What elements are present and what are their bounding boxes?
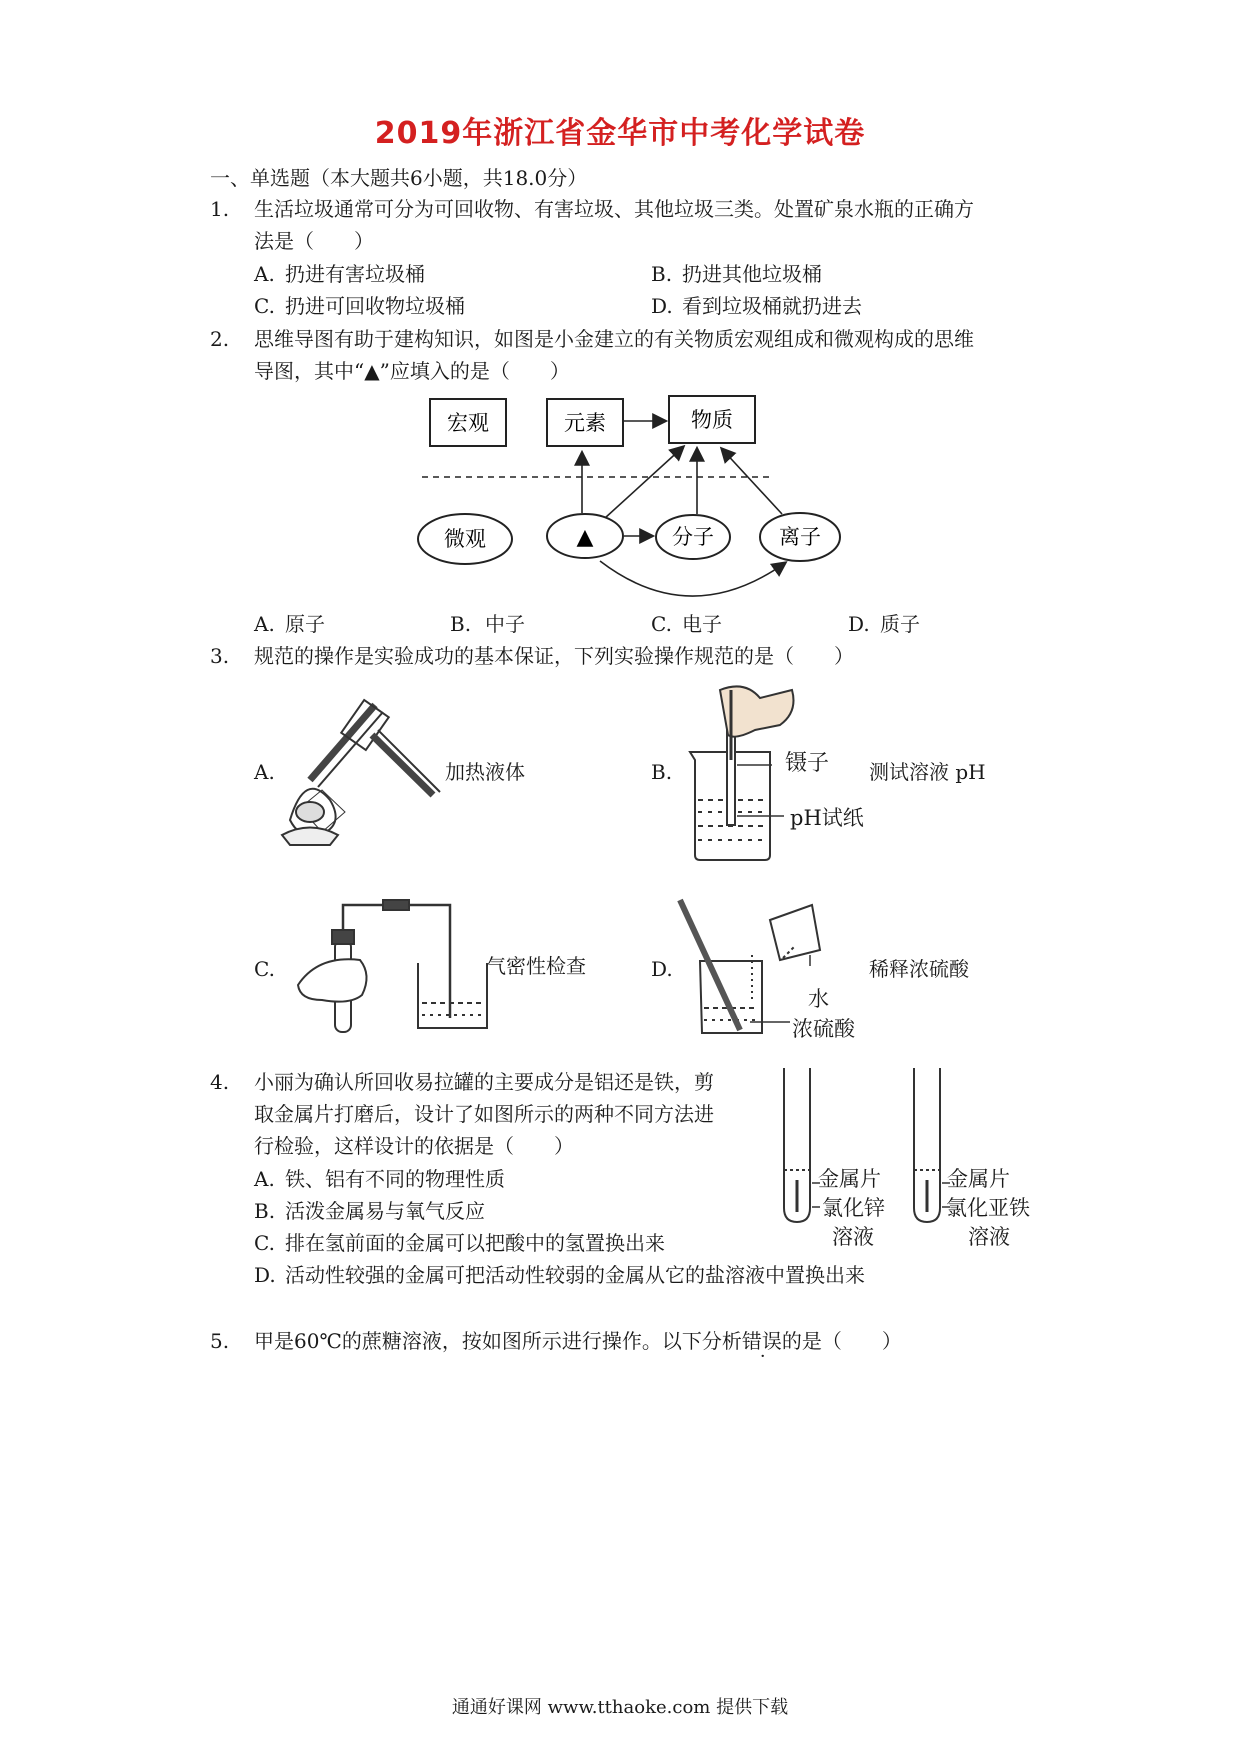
option-text: 原子	[285, 612, 325, 636]
heating-liquid-illustration	[282, 700, 440, 845]
molecule-label: 分子	[672, 525, 714, 549]
question-number: 4.	[210, 1070, 230, 1094]
option-text: 活泼金属易与氧气反应	[285, 1199, 485, 1223]
figure-label: 镊子	[785, 751, 830, 776]
option-text: 活动性较强的金属可把活动性较弱的金属从它的盐溶液中置换出来	[285, 1263, 865, 1287]
tube-label: 溶液	[832, 1225, 874, 1249]
option-key: A.	[254, 760, 275, 784]
question-number: 1.	[210, 197, 230, 221]
air-tightness-illustration	[298, 900, 487, 1032]
option-text: 电子	[682, 612, 722, 636]
option-key: C.	[651, 612, 672, 636]
question-stem-line: 规范的操作是实验成功的基本保证，下列实验操作规范的是（ ）	[254, 644, 854, 668]
question-stem-line	[254, 1325, 902, 1357]
option-text: 铁、铝有不同的物理性质	[285, 1167, 505, 1191]
page-title: 2019年浙江省金华市中考化学试卷	[374, 116, 866, 151]
option-key: A.	[254, 1167, 275, 1191]
micro-label: 微观	[444, 527, 486, 551]
substance-label: 物质	[691, 408, 733, 432]
section-heading: 一、单选题（本大题共6小题，共18.0分）	[210, 166, 588, 190]
option-text: 中子	[485, 612, 525, 636]
option-key: B.	[651, 262, 673, 286]
stem-part: 甲是60℃的蔗糖溶液，按如图所示进行操作。以下分析	[254, 1329, 742, 1353]
tube-label: 溶液	[968, 1225, 1010, 1249]
footer-credit: 通通好课网 www.tthaoke.com 提供下载	[451, 1697, 789, 1718]
option-text: 扔进其他垃圾桶	[682, 262, 822, 286]
option-key: C.	[254, 957, 275, 981]
tube-label: 氯化亚铁	[946, 1196, 1030, 1220]
option-caption: 加热液体	[445, 760, 525, 784]
stem-part: 的是（ ）	[781, 1329, 902, 1353]
question-number: 5.	[210, 1329, 230, 1353]
question-stem-line: 取金属片打磨后，设计了如图所示的两种不同方法进	[254, 1102, 714, 1126]
question-stem-line: 行检验，这样设计的依据是（ ）	[254, 1134, 574, 1158]
option-caption: 测试溶液 pH	[869, 760, 986, 784]
emphasized-word: 错误	[741, 1329, 782, 1353]
option-key: D.	[254, 1263, 276, 1287]
option-key: D.	[651, 957, 673, 981]
option-text: 扔进可回收物垃圾桶	[285, 294, 465, 318]
tube-label: 金属片	[947, 1167, 1010, 1191]
element-label: 元素	[564, 411, 606, 435]
question-number: 3.	[210, 644, 230, 668]
option-key: C.	[254, 294, 275, 318]
question-stem-line: 生活垃圾通常可分为可回收物、有害垃圾、其他垃圾三类。处置矿泉水瓶的正确方	[254, 197, 974, 221]
option-text: 排在氢前面的金属可以把酸中的氢置换出来	[285, 1231, 665, 1255]
macro-label: 宏观	[447, 411, 489, 435]
question-stem-line: 法是（ ）	[254, 229, 374, 253]
tube-label: 金属片	[818, 1167, 881, 1191]
option-key: B.	[651, 760, 673, 784]
ion-label: 离子	[779, 525, 821, 549]
option-key: C.	[254, 1231, 275, 1255]
option-text: 质子	[880, 612, 920, 636]
option-text: 看到垃圾桶就扔进去	[682, 294, 862, 318]
tube-label: 氯化锌	[822, 1196, 885, 1220]
ph-test-illustration	[690, 686, 794, 860]
option-key: B.	[254, 1199, 276, 1223]
option-key: D.	[651, 294, 673, 318]
question-stem-line: 导图，其中“▲”应填入的是（ ）	[254, 359, 570, 383]
option-caption: 气密性检查	[486, 954, 586, 978]
option-key: A.	[254, 612, 275, 636]
question-stem-line: 思维导图有助于建构知识，如图是小金建立的有关物质宏观组成和微观构成的思维	[254, 327, 974, 351]
figure-label: pH试纸	[790, 806, 864, 830]
option-key: B.	[450, 612, 472, 636]
option-text: 扔进有害垃圾桶	[285, 262, 425, 286]
option-caption: 稀释浓硫酸	[869, 957, 969, 981]
question-stem-line: 小丽为确认所回收易拉罐的主要成分是铝还是铁，剪	[254, 1070, 714, 1094]
triangle-label: ▲	[576, 525, 594, 550]
option-key: D.	[848, 612, 870, 636]
question-number: 2.	[210, 327, 230, 351]
figure-label: 水	[808, 987, 829, 1011]
option-key: A.	[254, 262, 275, 286]
figure-label: 浓硫酸	[792, 1017, 855, 1041]
